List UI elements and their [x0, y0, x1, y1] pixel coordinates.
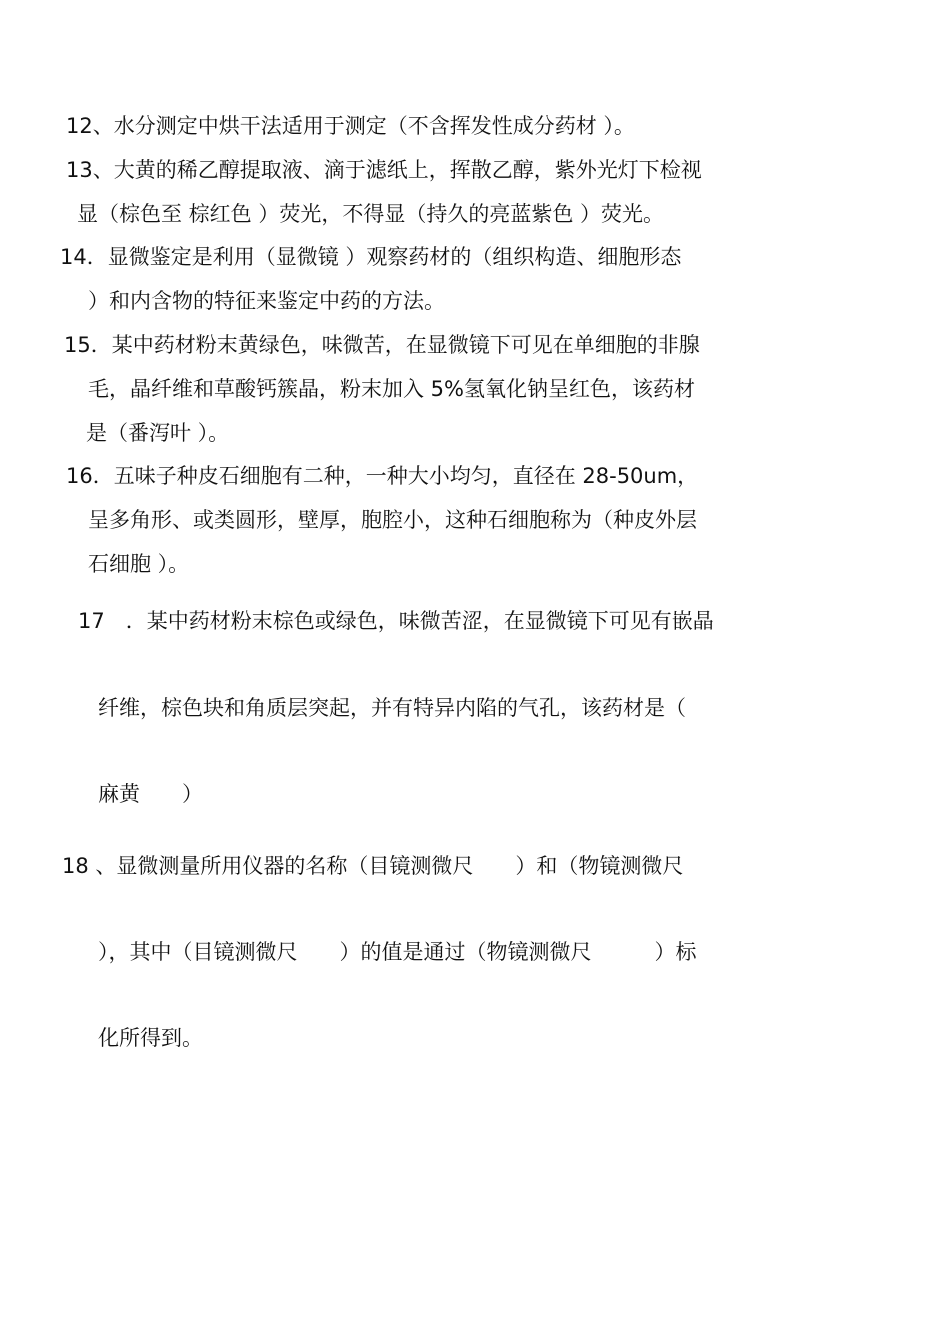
question-16-line-1: 16．五味子种皮石细胞有二种，一种大小均匀，直径在 28-50um，: [66, 464, 699, 488]
question-15-line-3: 是（番泻叶 ）。: [86, 421, 230, 445]
question-17-line-3: 麻黄 ）: [98, 782, 203, 806]
question-16-line-2: 呈多角形、或类圆形，壁厚，胞腔小，这种石细胞称为（种皮外层: [88, 508, 697, 532]
question-17-line-1: 17 ．某中药材粉末棕色或绿色，味微苦涩，在显微镜下可见有嵌晶: [78, 609, 714, 633]
question-13-line-1: 13、大黄的稀乙醇提取液、滴于滤纸上，挥散乙醇，紫外光灯下检视: [66, 158, 702, 182]
question-18-line-3: 化所得到。: [98, 1026, 203, 1050]
question-13-line-2: 显（棕色至 棕红色 ）荧光，不得显（持久的亮蓝紫色 ）荧光。: [77, 202, 665, 226]
question-17-line-2: 纤维，棕色块和角质层突起，并有特异内陷的气孔，该药材是（: [98, 696, 686, 720]
question-12-line-1: 12、水分测定中烘干法适用于测定（不含挥发性成分药材 ）。: [66, 114, 635, 138]
question-18-line-2: ），其中（目镜测微尺 ）的值是通过（物镜测微尺 ）标: [98, 940, 697, 964]
question-14-line-2: ）和内含物的特征来鉴定中药的方法。: [88, 289, 445, 313]
question-18-line-1: 18 、显微测量所用仪器的名称（目镜测微尺 ）和（物镜测微尺: [62, 854, 684, 878]
question-14-line-1: 14．显微鉴定是利用（显微镜 ）观察药材的（组织构造、细胞形态: [60, 245, 682, 269]
question-15-line-1: 15．某中药材粉末黄绿色，味微苦，在显微镜下可见在单细胞的非腺: [64, 333, 700, 357]
question-15-line-2: 毛，晶纤维和草酸钙簇晶，粉末加入 5%氢氧化钠呈红色，该药材: [88, 377, 695, 401]
question-16-line-3: 石细胞 ）。: [88, 552, 190, 576]
